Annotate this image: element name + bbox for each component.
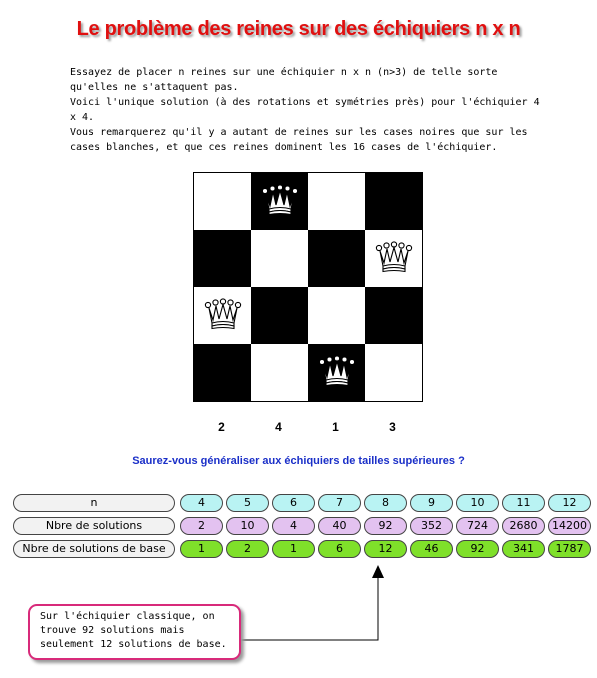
cell-n: 8 [364,494,407,512]
cell-base: 1 [180,540,223,558]
callout-arrow-line [241,578,378,640]
column-label: 4 [275,420,282,434]
cell-solutions: 2 [180,517,223,535]
column-label: 3 [389,420,396,434]
intro-line-2: Voici l'unique solution (à des rotations et symétries près) pour l'échiquier 4 x 4. [70,97,540,123]
question-text: Saurez-vous généraliser aux échiquiers de tailles supérieures ? [132,455,465,467]
cell-solutions: 92 [364,517,407,535]
intro-line-3: Vous remarquerez qu'il y a autant de reines sur les cases noires que sur les cases blanches, et que ces reines dominent les 16 cases de l'échiquier. [70,127,528,153]
cell-solutions: 4 [272,517,315,535]
cell-base: 341 [502,540,545,558]
cell-solutions: 724 [456,517,499,535]
cell-solutions: 352 [410,517,453,535]
intro-line-1: Essayez de placer n reines sur une échiquier n x n (n>3) de telle sorte qu'elles ne s'attaquent pas. [70,67,498,93]
cell-n: 7 [318,494,361,512]
cell-base: 1787 [548,540,591,558]
cell-base: 92 [456,540,499,558]
cell-n: 6 [272,494,315,512]
cell-solutions: 2680 [502,517,545,535]
cell-n: 12 [548,494,591,512]
row-label-n: n [13,494,175,512]
cell-base: 6 [318,540,361,558]
row-label-base: Nbre de solutions de base [13,540,175,558]
cell-n: 9 [410,494,453,512]
callout-line-1: Sur l'échiquier classique, on [40,611,215,622]
arrow-head-icon [372,565,384,578]
cell-base: 1 [272,540,315,558]
cell-n: 10 [456,494,499,512]
cell-base: 46 [410,540,453,558]
cell-solutions: 10 [226,517,269,535]
cell-base: 12 [364,540,407,558]
callout-box [28,604,241,660]
cell-base: 2 [226,540,269,558]
callout-line-3: seulement 12 solutions de base. [40,639,227,650]
column-label: 1 [332,420,339,434]
cell-solutions: 14200 [548,517,591,535]
cell-solutions: 40 [318,517,361,535]
column-label: 2 [218,420,225,434]
callout-line-2: trouve 92 solutions mais [40,625,185,636]
page-title: Le problème des reines sur des échiquiers n x n [76,18,521,40]
cell-n: 11 [502,494,545,512]
cell-n: 5 [226,494,269,512]
cell-n: 4 [180,494,223,512]
row-label-solutions: Nbre de solutions [13,517,175,535]
